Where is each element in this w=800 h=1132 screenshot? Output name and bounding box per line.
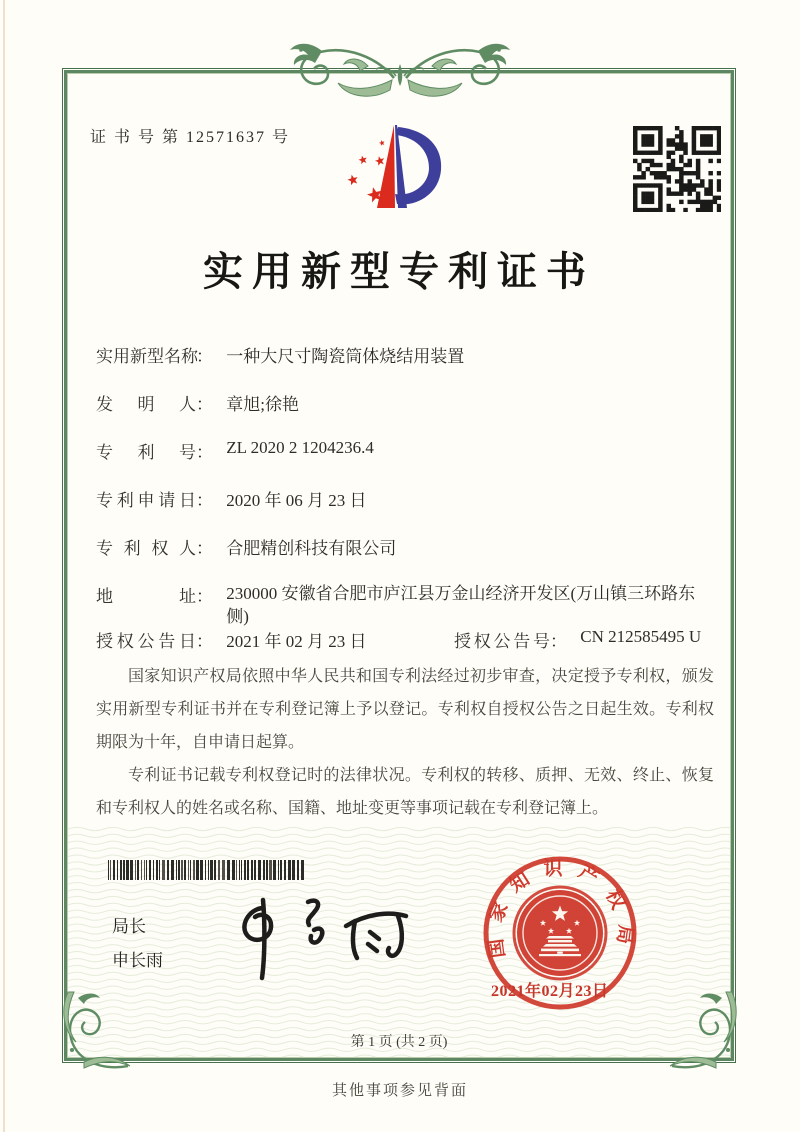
qr-code-icon [633,126,721,212]
corner-flourish-right-icon [662,988,750,1072]
certificate-title: 实用新型专利证书 [203,249,595,294]
field-label: 专利申请日 [96,491,196,510]
barcode-icon [108,860,310,880]
field-value: 230000 安徽省合肥市庐江县万金山经济开发区(万山镇三环路东侧) [226,584,696,626]
field-value: ZL 2020 2 1204236.4 [226,438,374,457]
corner-flourish-left-icon [50,988,138,1072]
field-row-inventor: 发明人： 章旭;徐艳 [96,390,299,415]
field-row-address: 地址： 230000 安徽省合肥市庐江县万金山经济开发区(万山镇三环路东侧) [96,582,698,628]
field-value: CN 212585495 U [580,627,702,646]
field-value: 章旭;徐艳 [226,395,299,414]
field-label: 专利号 [96,443,196,462]
field-label: 授权公告日 [96,632,196,651]
certificate-number: 证 书 号 第 12571637 号 [90,129,291,146]
page-number: 第 1 页 (共 2 页) [350,1035,448,1050]
legal-paragraph-2: 专利证书记载专利权登记时的法律状况。专利权的转移、质押、无效、终止、恢复和专利权人的姓名或名称、国籍、地址变更等事项记载在专利登记簿上。 [96,767,714,817]
field-label: 地址 [96,587,196,606]
dragon-scroll-ornament-top [283,36,517,112]
back-side-note: 其他事项参见背面 [331,1083,468,1099]
field-row-name: 实用新型名称： 一种大尺寸陶瓷筒体烧结用装置 [96,342,464,367]
director-signature-icon [218,882,422,984]
field-label: 授权公告号 [454,632,550,651]
field-value: 2020 年 06 月 23 日 [226,491,367,510]
field-label: 发明人 [96,395,196,414]
national-emblem [514,887,606,979]
field-label: 实用新型名称 [96,347,198,366]
director-title: 局长 [112,917,146,936]
field-row-patentee: 专利权人： 合肥精创科技有限公司 [96,534,396,559]
legal-text [96,660,714,825]
field-value: 2021 年 02 月 23 日 [226,632,367,651]
field-row-filing-date: 专利申请日： 2020 年 06 月 23 日 [96,486,367,511]
grant-number-pair: 授权公告号： CN 212585495 U [454,627,702,651]
field-value: 合肥精创科技有限公司 [226,539,397,558]
field-value: 一种大尺寸陶瓷筒体烧结用装置 [226,347,465,366]
seal-ring-text: 国家知识产权局 [484,858,636,960]
cnipa-logo-icon [346,118,454,218]
field-row-patent-no: 专利号： ZL 2020 2 1204236.4 [96,438,374,462]
field-label: 专利权人 [96,539,196,558]
director-name: 申长雨 [112,951,163,970]
field-row-grant: 授权公告日： 2021 年 02 月 23 日 授权公告号： CN 212585495 U [96,627,702,651]
legal-paragraph-1: 国家知识产权局依照中华人民共和国专利法经过初步审查，决定授予专利权，颁发实用新型专利证书并在专利登记簿上予以登记。专利权自授权公告之日起生效。专利权期限为十年，自申请日起算。 [96,668,714,751]
seal-date: 2021年02月23日 [491,983,609,1000]
